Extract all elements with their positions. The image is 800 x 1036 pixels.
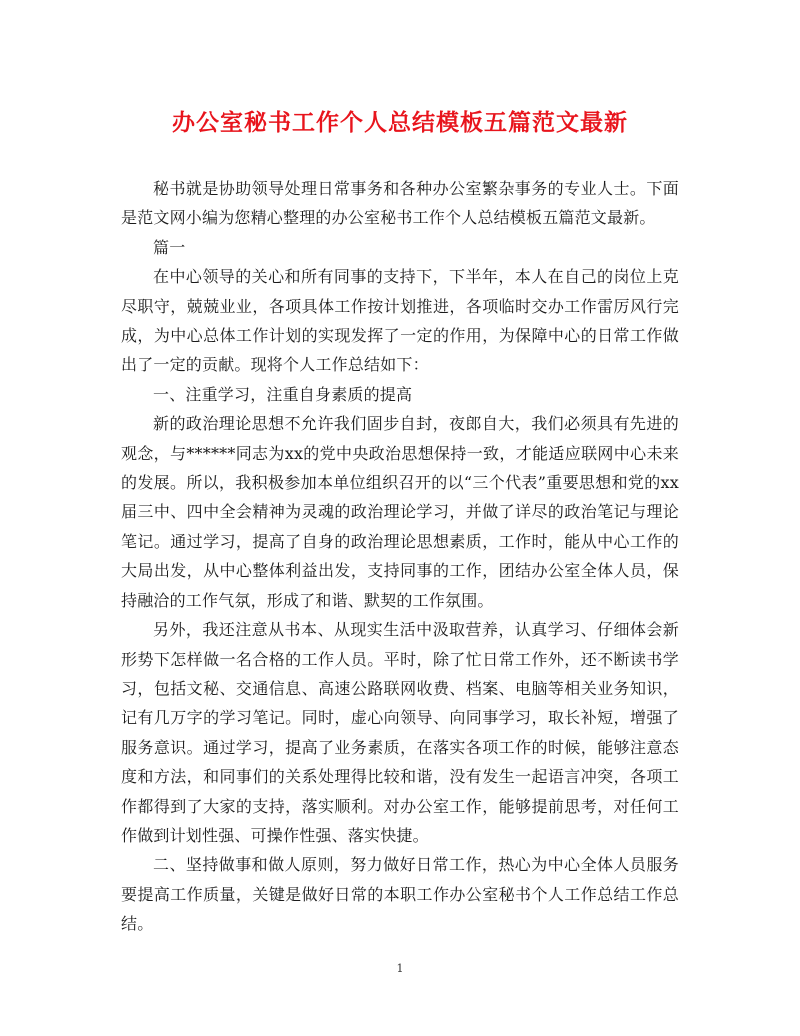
body-paragraph: 新的政治理论思想不允许我们固步自封，夜郎自大，我们必须具有先进的观念，与******同志为xx的党中央政治思想保持一致，才能适应联网中心未来的发展。所以，我积极参加本单位组织召开的以“三个代表”重要思想和党的xx届三中、四中全会精神为灵魂的政治理论学习，并做了详尽的政治笔记与理论笔记。通过学习，提高了自身的政治理论思想素质，工作时，能从中心工作的大局出发，从中心整体利益出发，支持同事的工作，团结办公室全体人员，保持融洽的工作气氛，形成了和谐、默契的工作氛围。: [121, 414, 679, 610]
section-heading-principles: 二、坚持做事和做人原则，努力做好日常工作，热心为中心全体人员服务要提高工作质量，关键是做好日常的本职工作办公室秘书个人工作总结工作总结。: [121, 855, 679, 934]
document-body: [121, 174, 679, 939]
intro-paragraph: 秘书就是协助领导处理日常事务和各种办公室繁杂事务的专业人士。下面是范文网小编为您精心整理的办公室秘书工作个人总结模板五篇范文最新。: [121, 179, 679, 228]
document-title: 办公室秘书工作个人总结模板五篇范文最新: [172, 109, 628, 136]
body-paragraph: 在中心领导的关心和所有同事的支持下，下半年，本人在自己的岗位上克尽职守，兢兢业业，各项具体工作按计划推进，各项临时交办工作雷厉风行完成，为中心总体工作计划的实现发挥了一定的作用，为保障中心的日常工作做出了一定的贡献。现将个人工作总结如下：: [121, 267, 679, 375]
section-heading-part-one: 篇一: [153, 237, 186, 257]
page-number: 1: [396, 962, 404, 975]
section-heading-study: 一、注重学习，注重自身素质的提高: [153, 384, 413, 404]
body-paragraph: 另外，我还注意从书本、从现实生活中汲取营养，认真学习、仔细体会新形势下怎样做一名合格的工作人员。平时，除了忙日常工作外，还不断读书学习，包括文秘、交通信息、高速公路联网收费、档案、电脑等相关业务知识，记有几万字的学习笔记。同时，虚心向领导、向同事学习，取长补短，增强了服务意识。通过学习，提高了业务素质，在落实各项工作的时候，能够注意态度和方法，和同事们的关系处理得比较和谐，没有发生一起语言冲突，各项工作都得到了大家的支持，落实顺利。对办公室工作，能够提前思考，对任何工作做到计划性强、可操作性强、落实快捷。: [121, 620, 679, 845]
